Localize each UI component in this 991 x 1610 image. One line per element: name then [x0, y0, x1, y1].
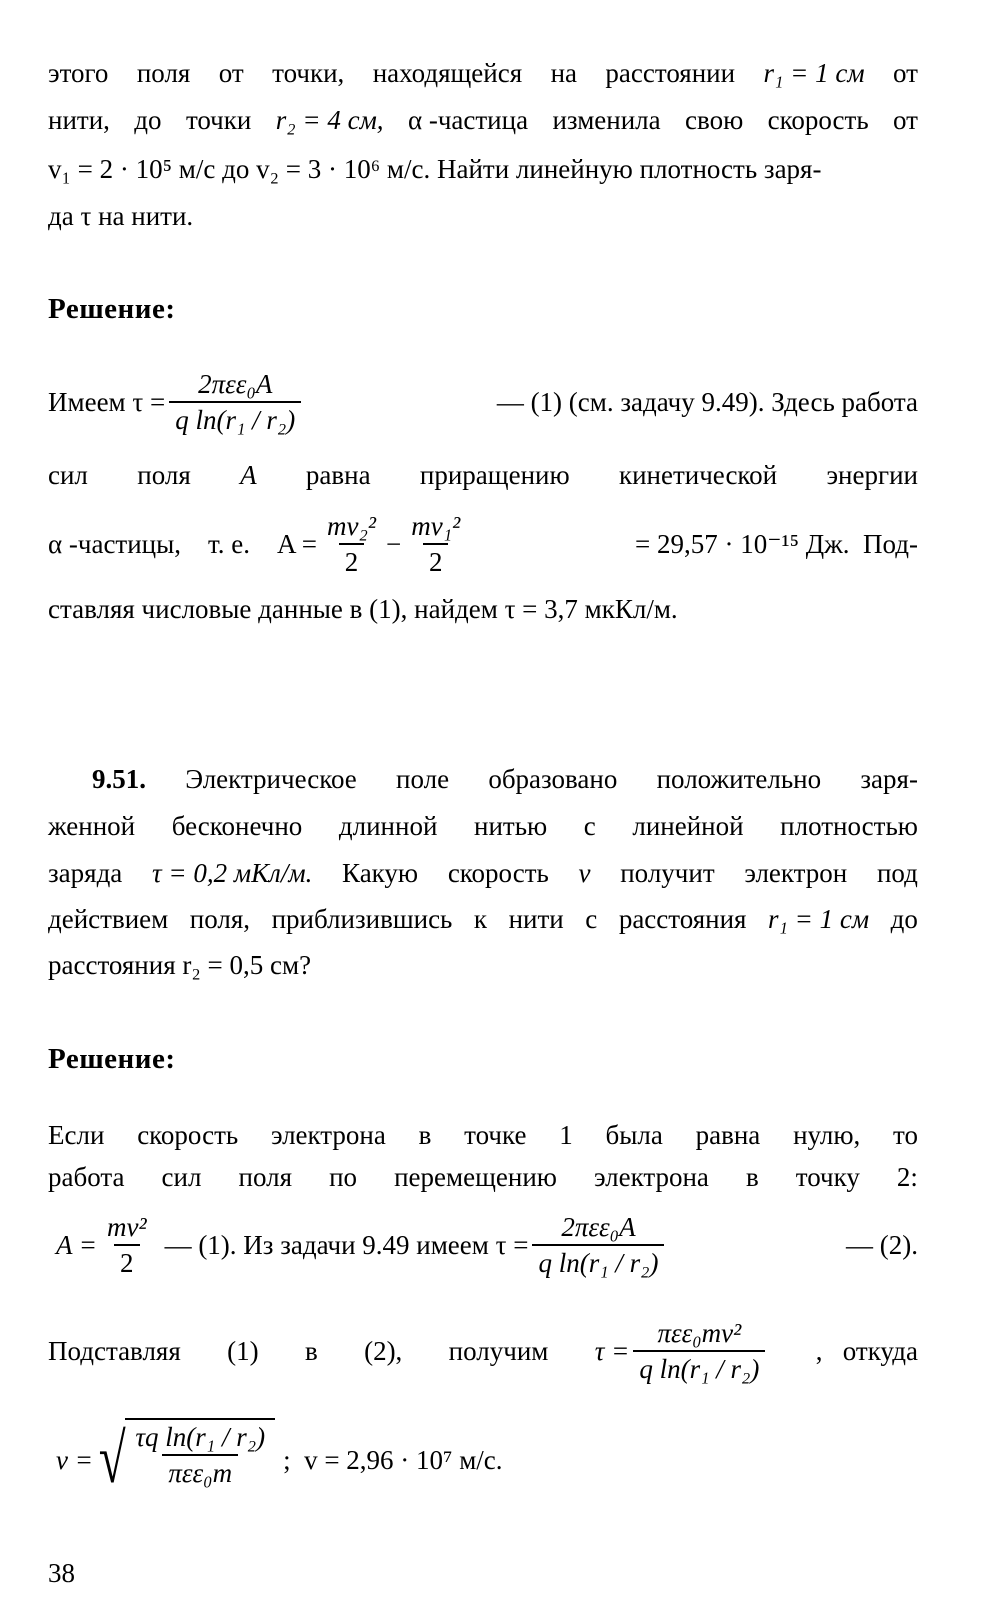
word: длинной: [338, 811, 438, 841]
word: r₂ = 4 см,: [275, 105, 384, 135]
solution-heading: Решение:: [48, 293, 176, 325]
word: поле: [396, 764, 450, 794]
s1-line-3: [48, 504, 918, 584]
fraction-denominator: q ln(r₁ / r₂): [169, 401, 301, 435]
fraction-denominator: 2: [423, 543, 449, 577]
equation-tail: , откуда: [815, 1336, 918, 1366]
word: нитью: [474, 811, 548, 841]
word: в: [304, 1336, 318, 1366]
word: от: [893, 105, 918, 135]
fraction-numerator: 2πεε₀A: [561, 1212, 636, 1242]
fraction: [129, 1422, 271, 1488]
equation-lead: α -частицы, т. е. A =: [48, 529, 318, 559]
word: точке: [464, 1120, 527, 1150]
word: 1: [559, 1120, 573, 1150]
equation-tail: — (2).: [846, 1230, 918, 1260]
word: к: [473, 904, 488, 934]
word: бесконечно: [171, 811, 303, 841]
s2-equation-3: [48, 1412, 918, 1508]
equation-lead: Имеем τ =: [48, 387, 166, 417]
p1-line-4: да τ на нити.: [48, 201, 194, 231]
word: скорость: [767, 105, 869, 135]
s1-line-2: [48, 458, 918, 492]
problem-line-1: [92, 762, 918, 796]
radical-sign-icon: √: [98, 1421, 126, 1498]
s2-line-1: [48, 1118, 918, 1152]
word: точки,: [272, 58, 345, 88]
word: кинетической: [618, 460, 778, 490]
fraction-denominator: 2: [339, 543, 365, 577]
s1-line-4: ставляя числовые данные в (1), найдем τ = 3,7 мкКл/м.: [48, 594, 678, 624]
fraction-denominator: πεε₀m: [162, 1454, 238, 1488]
equation-tail: — (1) (см. задачу 9.49). Здесь работа: [496, 387, 918, 417]
problem-line-3: [48, 856, 918, 890]
word: A: [240, 460, 257, 490]
word: была: [605, 1120, 663, 1150]
word: поля,: [189, 904, 251, 934]
fraction-denominator: 2: [114, 1244, 140, 1278]
word: поля: [136, 58, 191, 88]
word: в: [418, 1120, 432, 1150]
fraction-denominator: q ln(r₁ / r₂): [633, 1350, 765, 1384]
word: сил: [48, 460, 88, 490]
word: Какую: [342, 858, 419, 888]
s2-equation-1: [48, 1202, 918, 1288]
word: v: [578, 858, 591, 888]
word: точку: [795, 1162, 860, 1192]
solution-heading: Решение:: [48, 1043, 176, 1075]
word: свою: [685, 105, 744, 135]
s2-equation-2: [48, 1308, 918, 1394]
word: получим: [448, 1336, 549, 1366]
word: скорость: [137, 1120, 239, 1150]
word: электрон: [744, 858, 848, 888]
word: r₁ = 1 см: [768, 904, 870, 934]
s2-line-2: [48, 1160, 918, 1194]
equation-middle: — (1). Из задачи 9.49 имеем τ =: [164, 1230, 529, 1260]
fraction: [405, 511, 466, 577]
word: α -частица: [407, 105, 529, 135]
word: (1): [227, 1336, 259, 1366]
word: положительно: [656, 764, 822, 794]
word: нити,: [48, 105, 110, 135]
square-root: [93, 1418, 275, 1502]
fraction: [532, 1212, 664, 1278]
word: перемещению: [394, 1162, 557, 1192]
word: Если: [48, 1120, 105, 1150]
word: на: [550, 58, 577, 88]
fraction-denominator: q ln(r₁ / r₂): [532, 1244, 664, 1278]
word: образовано: [488, 764, 618, 794]
equation-lead: A =: [56, 1230, 97, 1260]
word: Электрическое: [185, 764, 357, 794]
word: r₁ = 1 см: [763, 58, 865, 88]
word: этого: [48, 58, 109, 88]
word: энергии: [826, 460, 918, 490]
word: (2),: [364, 1336, 403, 1366]
equation-lead: τ =: [594, 1336, 630, 1366]
p1-line-1: [48, 56, 918, 90]
word: равна: [695, 1120, 761, 1150]
word: заря-: [860, 764, 918, 794]
problem-number: 9.51.: [92, 764, 146, 794]
fraction-numerator: mv²: [106, 1212, 147, 1242]
fraction-numerator: πεε₀mv²: [657, 1318, 742, 1348]
word: электрона: [270, 1120, 386, 1150]
equation-tail: = 29,57 · 10⁻¹⁵ Дж. Под-: [635, 529, 918, 559]
word: расстоянии: [605, 58, 736, 88]
word: 2:: [896, 1162, 918, 1192]
word: линейной: [632, 811, 744, 841]
word: заряда: [48, 858, 123, 888]
fraction: [633, 1318, 765, 1384]
word: сил: [161, 1162, 202, 1192]
word: до: [134, 105, 162, 135]
word: по: [329, 1162, 358, 1192]
fraction-numerator: mv₁²: [411, 511, 461, 541]
word: изменила: [552, 105, 661, 135]
word: τ = 0,2 мКл/м.: [152, 858, 313, 888]
word: до: [890, 904, 918, 934]
word: Подставляя: [48, 1336, 181, 1366]
problem-line-5: расстояния r₂ = 0,5 см?: [48, 950, 312, 980]
word: в: [745, 1162, 759, 1192]
equation-tail: ; v = 2,96 · 10⁷ м/с.: [283, 1445, 503, 1475]
word: расстояния: [618, 904, 747, 934]
word: поля: [238, 1162, 293, 1192]
word: плотностью: [780, 811, 918, 841]
word: точки: [185, 105, 252, 135]
problem-line-2: [48, 809, 918, 843]
word: женной: [48, 811, 136, 841]
s1-line-1: [48, 362, 918, 442]
p1-line-2: [48, 103, 918, 137]
p1-line-3: v₁ = 2 · 10⁵ м/с до v₂ = 3 · 10⁶ м/с. Найти линейную плотность заря-: [48, 154, 822, 184]
word: получит: [620, 858, 715, 888]
fraction-numerator: 2πεε₀A: [198, 369, 273, 399]
word: нити: [508, 904, 564, 934]
word: равна: [305, 460, 371, 490]
minus-sign: −: [385, 529, 402, 559]
equation-lead: v =: [56, 1445, 93, 1475]
word: поля: [137, 460, 191, 490]
word: от: [218, 58, 244, 88]
word: приращению: [419, 460, 570, 490]
word: с: [585, 904, 598, 934]
problem-line-4: [48, 902, 918, 936]
word: с: [583, 811, 596, 841]
word: электрона: [594, 1162, 709, 1192]
fraction: [321, 511, 382, 577]
word: под: [876, 858, 918, 888]
page-number: 38: [48, 1558, 75, 1588]
word: нулю,: [793, 1120, 861, 1150]
word: находящейся: [372, 58, 523, 88]
word: приблизившись: [271, 904, 453, 934]
word: то: [893, 1120, 918, 1150]
fraction-numerator: τq ln(r₁ / r₂): [135, 1422, 266, 1452]
word: от: [893, 58, 918, 88]
word: скорость: [447, 858, 549, 888]
fraction: [101, 1212, 153, 1278]
fraction-numerator: mv₂²: [327, 511, 376, 541]
word: действием: [48, 904, 169, 934]
word: работа: [48, 1162, 125, 1192]
fraction: [169, 369, 301, 435]
